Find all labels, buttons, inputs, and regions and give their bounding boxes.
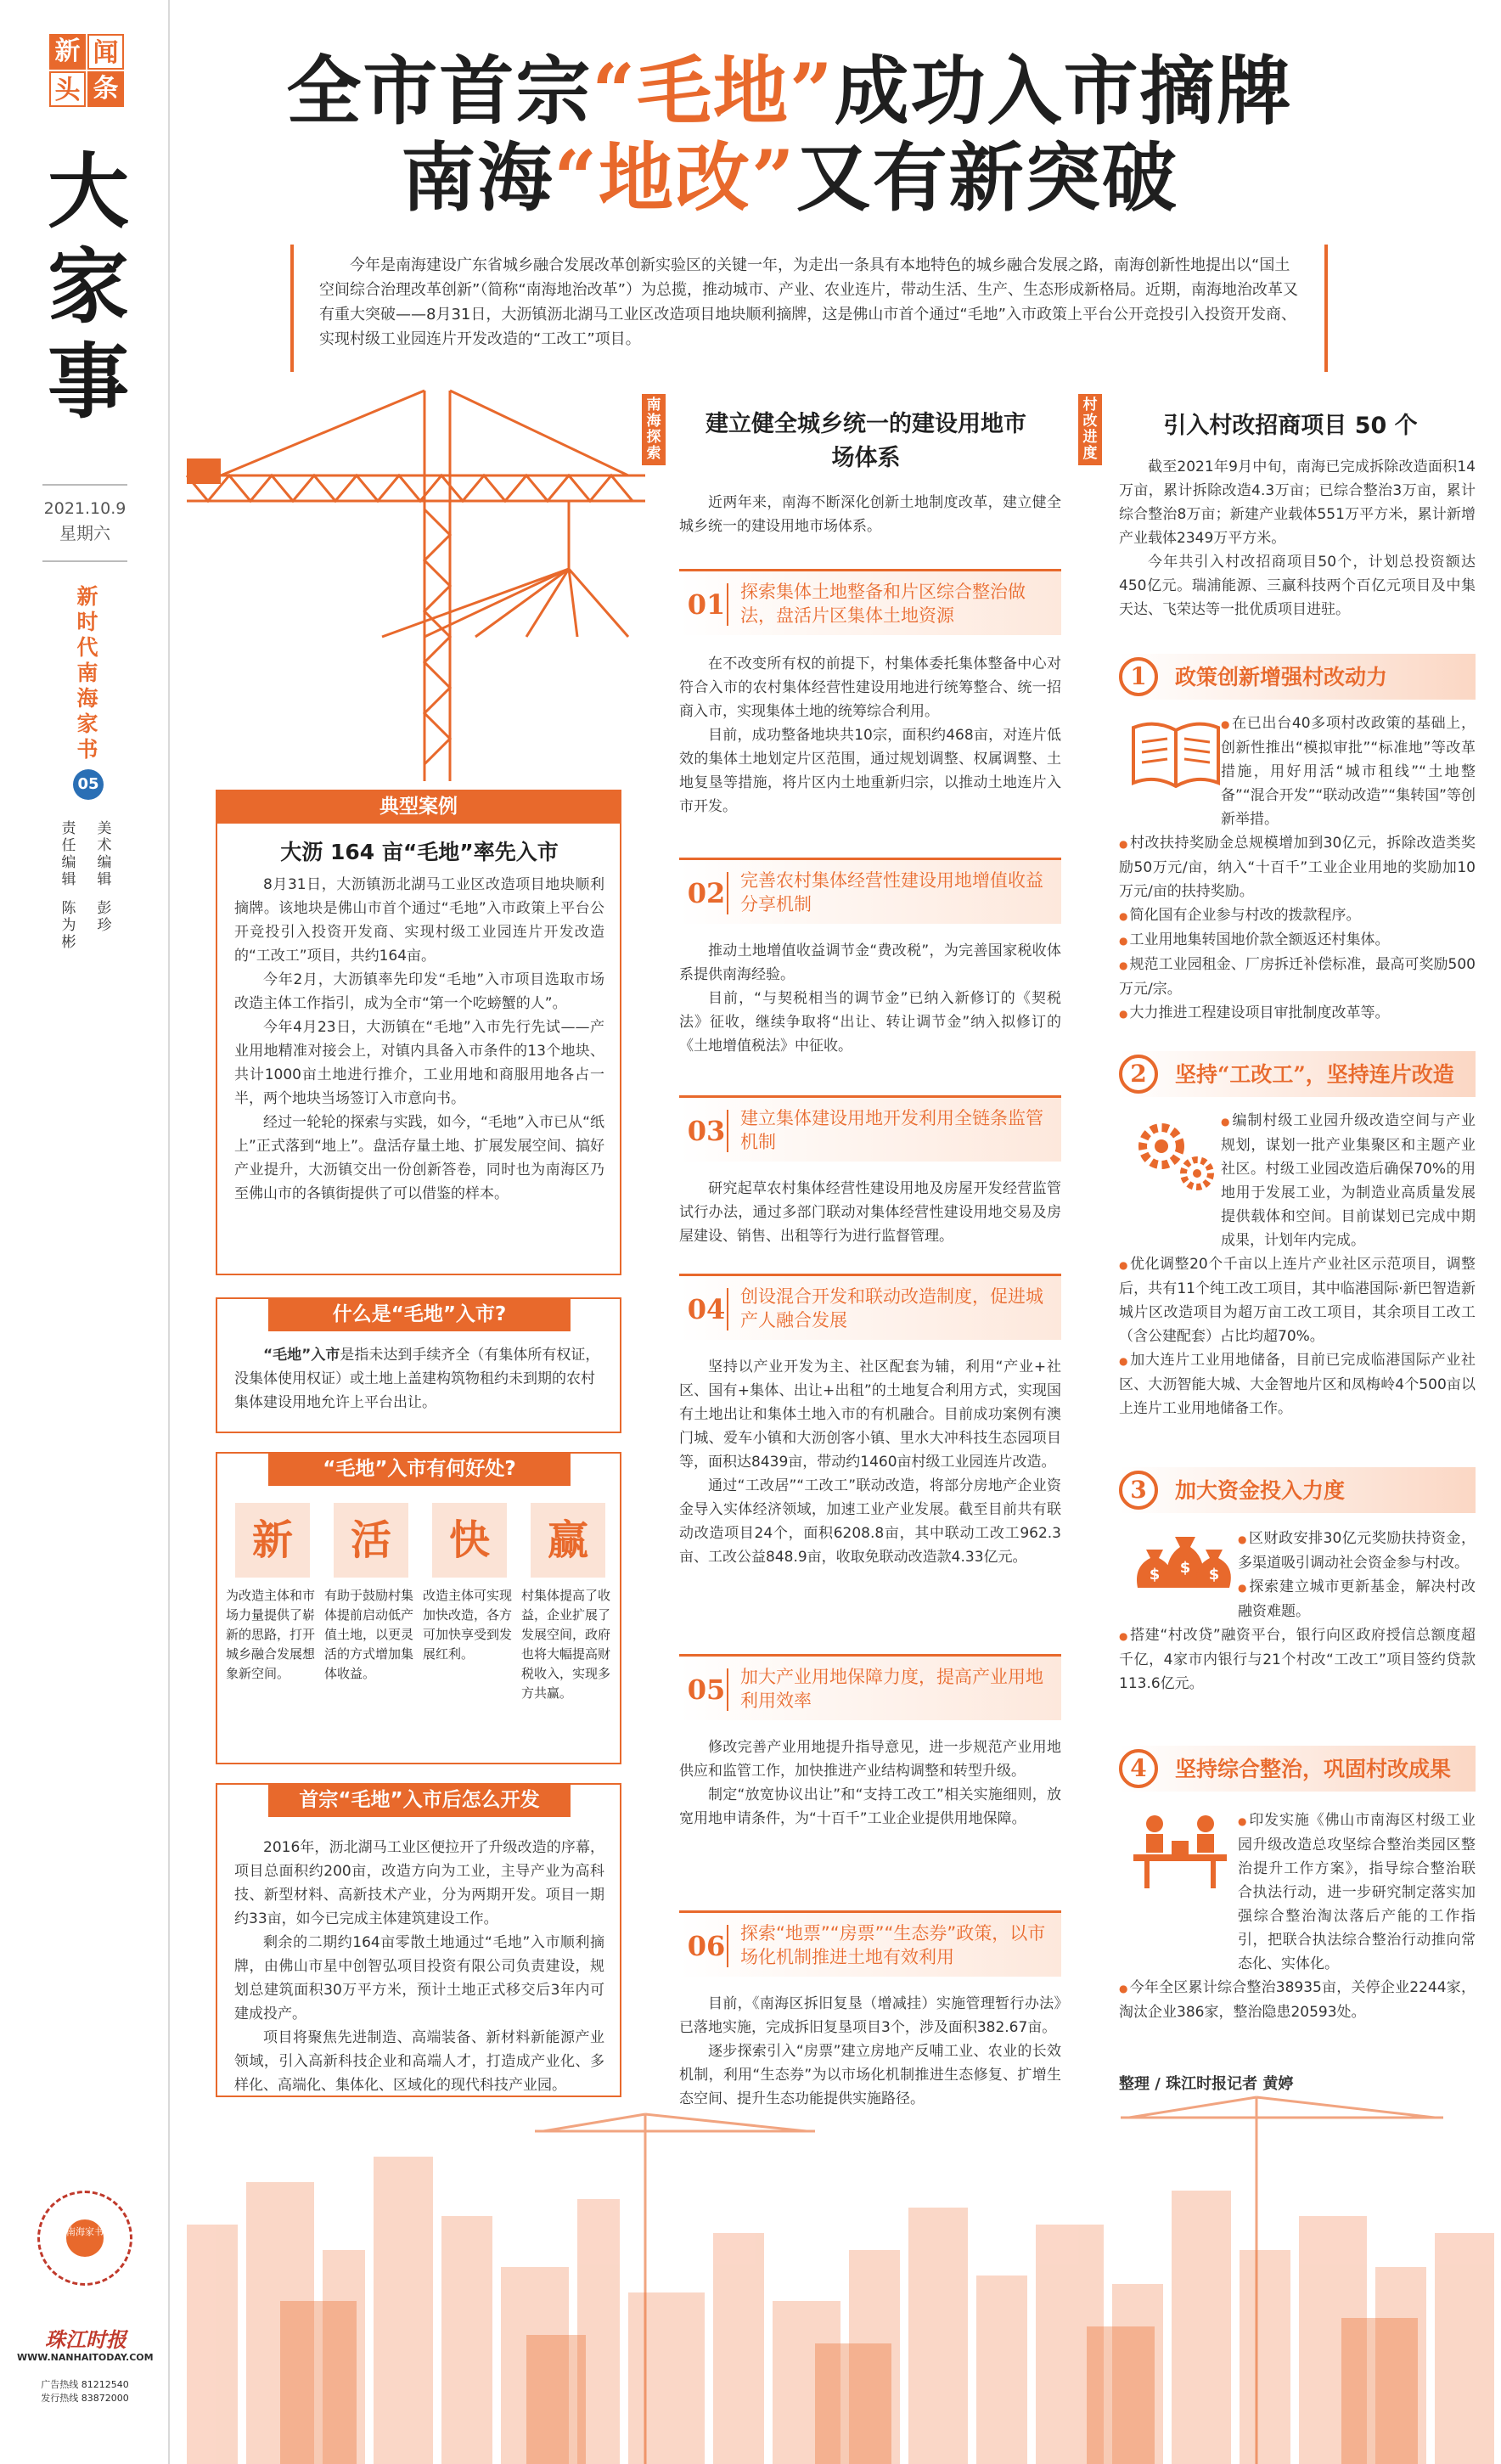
issue-date: 2021.10.9 (43, 499, 126, 518)
measure-item-04 (679, 1274, 1061, 1340)
measure-number: 04 (686, 1288, 728, 1330)
panel-tag: 典型案例 (216, 790, 621, 824)
panel-tag: 什么是“毛地”入市? (268, 1297, 571, 1331)
measure-title: 创设混合开发和联动改造制度，促进城产人融合发展 (740, 1286, 1043, 1330)
case-body (234, 873, 604, 1206)
case-paragraph: 8月31日，大沥镇沥北湖马工业区改造项目地块顺利摘牌。该地块是佛山市首个通过“毛地”入市政策上平台公开竞投引入投资开发商、实现村级工业园连片开发改造的“工改工”项目，共约164亩。 (234, 876, 604, 965)
after-body (234, 1836, 604, 2097)
logo-char: 条 (87, 71, 124, 107)
headline-text: 又有新突破 (795, 133, 1178, 222)
measure-title: 完善农村集体经营性建设用地增值收益分享机制 (740, 870, 1043, 914)
measure-paragraph: 在不改变所有权的前提下，村集体委托集体整备中心对符合入市的农村集体经营性建设用地进行统筹整合、统一招商入市，实现集体土地的统筹综合利用。 (679, 655, 1061, 720)
what-text: 是指未达到手续齐全（有集体所有权证，没集体使用权证）或土地上盖建构筑物租约未到期的农村集体建设用地允许上平台出让。 (234, 1347, 600, 1411)
measure-title: 探索集体土地整备和片区综合整治做法，盘活片区集体土地资源 (740, 582, 1026, 626)
measure-item-02 (679, 858, 1061, 924)
divider (42, 560, 127, 562)
measure-number: 01 (686, 583, 728, 626)
section-bullet: ● 区财政安排30亿元奖励扶持资金，多渠道吸引调动社会资金参与村改。 (1119, 1527, 1476, 1575)
headline-line2 (238, 119, 1341, 226)
section-bullet: ● 在已出台40多项村改政策的基础上，创新性推出“模拟审批”“标准地”等改革措施，用好用活“城市租线”“土地整备”“混合开发”“联动改造”“集转国”等创新举措。 (1119, 712, 1476, 831)
right-section-2-head (1119, 1051, 1476, 1097)
benefit-win (521, 1498, 615, 1703)
byline: 整理 / 珠江时报记者 黄婷 (1119, 2075, 1294, 2093)
masthead-column (0, 0, 170, 2464)
headline-text: 成功入市摘牌 (834, 47, 1293, 135)
svg-text:$: $ (1179, 1559, 1191, 1577)
what-panel (216, 1297, 621, 1433)
middle-column-tag: 南海探索 (642, 394, 666, 465)
logo-char: 新 (49, 34, 86, 70)
news-logo (49, 34, 126, 109)
section-title: 坚持“工改工”，坚持连片改造 (1175, 1062, 1454, 1087)
case-panel (216, 790, 621, 1275)
benefit-char: 活 (334, 1503, 408, 1578)
measure-paragraph: 逐步探索引入“房票”建立房地产反哺工业、农业的长效机制，利用“生态券”为以市场化机制推进生态修复、扩增生态空间、提升生态功能提供实施路径。 (679, 2043, 1061, 2107)
ad-hotline: 广告热线 81212540 (41, 2379, 129, 2390)
measure-paragraph: 坚持以产业开发为主、社区配套为辅，利用“产业+社区、国有+集体、出让+出租”的土地复合利用方式，实现国有土地出让和集体土地入市的有机融合。目前成功案例有澳门城、爱车小镇和大沥创客小镇、里水大冲科技生态园项目等，面积达8439亩，带动约1460亩村级工业园连片改造。 (679, 1359, 1061, 1471)
logo-char: 头 (49, 71, 86, 107)
section-bullet: ● 规范工业园租金、厂房拆迁补偿标准，最高可奖励500万元/宗。 (1119, 953, 1476, 1001)
section-bullet: ● 编制村级工业园升级改造空间与产业规划，谋划一批产业集聚区和主题产业社区。村级工业园改造后确保70%的用地用于发展工业，为制造业高质量发展提供载体和空间。目前谋划已完成中期成果，计划年内完成。 (1119, 1109, 1476, 1252)
credit-name: 陈为彬 (61, 900, 76, 951)
section-number: 2 (1119, 1055, 1158, 1094)
after-paragraph: 2016年，沥北湖马工业区便拉开了升级改造的序幕，项目总面积约200亩，改造方向为工业，主导产业为高科技、新型材料、高新技术产业，分为两期开发。项目一期约33亩，如今已完成主体建筑建设工作。 (234, 1839, 604, 1927)
issue-weekday: 星期六 (59, 523, 110, 543)
panel-tag: “毛地”入市有何好处? (268, 1452, 571, 1486)
right-section-1-body (1119, 712, 1476, 1026)
section-bullet: ● 工业用地集转国地价款全额返还村集体。 (1119, 928, 1476, 953)
measure-body (679, 1177, 1061, 1248)
after-paragraph: 项目将聚焦先进制造、高端装备、新材料新能源产业领域，引入高新科技企业和高端人才，打造成产业化、多样化、高端化、集体化、区域化的现代科技产业园。 (234, 2029, 604, 2094)
right-section-3-head (1119, 1467, 1476, 1513)
right-column-tag: 村改进度 (1078, 394, 1102, 465)
divider (42, 484, 127, 486)
measure-body (679, 652, 1061, 819)
measure-paragraph: 目前，成功整备地块共10宗，面积约468亩，对连片低效的集体土地划定片区范围，通过规划调整、权属调整、土地复垦等措施，将片区内土地重新归宗，以推动土地连片入市开发。 (679, 727, 1061, 815)
benefit-desc: 为改造主体和市场力量提供了崭新的思路，打开城乡融合发展想象新空间。 (226, 1588, 316, 1681)
section-name: 新时代南海家书 (76, 584, 98, 762)
logo-char: 闻 (87, 34, 124, 70)
svg-text:$: $ (1149, 1566, 1161, 1584)
measure-paragraph: 修改完善产业用地提升指导意见，进一步规范产业用地供应和监管工作，加快推进产业结构调整和转型升级。 (679, 1739, 1061, 1780)
measure-body (679, 939, 1061, 1058)
section-bullet: ● 简化国有企业参与村改的拨款程序。 (1119, 903, 1476, 928)
section-title: 加大资金投入力度 (1175, 1478, 1346, 1503)
measure-paragraph: 制定“放宽协议出让”和“支持工改工”相关实施细则，放宽用地申请条件，为“十百千”工业企业提供用地保障。 (679, 1786, 1061, 1827)
measure-paragraph: 目前，“与契税相当的调节金”已纳入新修订的《契税法》征收，继续争取将“出让、转让调节金”纳入拟修订的《土地增值税法》中征收。 (679, 990, 1061, 1055)
benefit-desc: 村集体提高了收益，企业扩展了发展空间，政府也将大幅提高财税收入，实现多方共赢。 (521, 1588, 611, 1701)
section-bullet: ● 村改扶持奖励金总规模增加到30亿元，拆除改造类奖励50万元/亩，纳入“十百千”工业企业用地的奖励加10万元/亩的扶持奖励。 (1119, 831, 1476, 903)
headline-text: 南海 (401, 133, 554, 222)
section-number: 1 (1119, 657, 1158, 696)
after-panel (216, 1783, 621, 2097)
case-paragraph: 今年4月23日，大沥镇在“毛地”入市先行先试——产业用地精准对接会上，对镇内具备入市条件的13个地块、共计1000亩土地进行推介，工业用地和商服用地各占一半，两个地块当场签订入市意向书。 (234, 1019, 604, 1107)
measure-paragraph: 通过“工改居”“工改工”联动改造，将部分房地产企业资金导入实体经济领域，加速工业产业发展。截至目前共有联动改造项目24个，面积6208.8亩，其中联动工改工962.3亩、工改公益848.9亩，收取免联动改造款4.33亿元。 (679, 1477, 1061, 1566)
middle-lead: 近两年来，南海不断深化创新土地制度改革，建立健全城乡统一的建设用地市场体系。 (679, 494, 1061, 535)
benefit-char: 快 (432, 1503, 507, 1578)
section-number: 3 (1119, 1471, 1158, 1510)
section-bullet: ● 优化调整20个千亩以上连片产业社区示范项目，调整后，共有11个纯工改工项目，其中临港国际·新巴智造新城片区改造项目为超万亩工改工项目，其余项目工改工（含公建配套）占比均超70%。 (1119, 1252, 1476, 1348)
page-number: 05 (73, 769, 104, 800)
right-section-1-head (1119, 654, 1476, 700)
benefits-panel (216, 1452, 621, 1764)
crane-illustration (170, 374, 662, 781)
measure-number: 05 (686, 1668, 728, 1711)
section-title: 坚持综合整治，巩固村改成果 (1175, 1757, 1452, 1781)
right-lead-paragraph: 今年共引入村改招商项目50个，计划总投资额达450亿元。瑞浦能源、三赢科技两个百亿元项目及中集天达、飞荣达等一批优质项目进驻。 (1119, 554, 1476, 618)
measure-number: 03 (686, 1110, 728, 1152)
section-bullet: ● 大力推进工程建设项目审批制度改革等。 (1119, 1001, 1476, 1026)
case-paragraph: 今年2月，大沥镇率先印发“毛地”入市项目选取市场改造主体工作指引，成为全市“第一个吃螃蟹的人”。 (234, 971, 604, 1012)
section-bullet: ● 加大连片工业用地储备，目前已完成临港国际产业社区、大沥智能大城、大金智地片区和凤梅岭4个500亩以上连片工业用地储备工作。 (1119, 1348, 1476, 1420)
measure-number: 02 (686, 872, 728, 914)
headline-highlight: “地改” (554, 133, 796, 222)
right-section-4-head (1119, 1746, 1476, 1792)
measure-paragraph: 研究起草农村集体经营性建设用地及房屋开发经营监管试行办法，通过多部门联动对集体经营性建设用地交易及房屋建设、销售、出租等行为进行监督管理。 (679, 1180, 1061, 1245)
intro-paragraph: 今年是南海建设广东省城乡融合发展改革创新实验区的关键一年，为走出一条具有本地特色的城乡融合发展之路，南海创新性地提出以“国土空间综合治理改革创新”（简称“南海地治改革”）为总揽，推动城市、产业、农业连片，带动生活、生产、生态形成新格局。近期，南海地治改革又有重大突破——8月31日，大沥镇沥北湖马工业区改造项目地块顺利摘牌，这是佛山市首个通过“毛地”入市政策上平台公开竞投引入投资开发商、实现村级工业园连片开发改造的“工改工”项目。 (290, 245, 1328, 372)
measure-paragraph: 推动土地增值收益调节金“费改税”，为完善国家税收体系提供南海经验。 (679, 942, 1061, 983)
case-title: 大沥 164 亩“毛地”率先入市 (280, 840, 559, 864)
benefit-char: 新 (235, 1503, 310, 1578)
section-bullet: ● 今年全区累计综合整治38935亩，关停企业2244家，淘汰企业386家，整治隐患20593处。 (1119, 1976, 1476, 2024)
benefit-fast (423, 1498, 516, 1664)
measure-item-01 (679, 569, 1061, 635)
benefit-desc: 有助于鼓励村集体提前启动低产值土地，以更灵活的方式增加集体收益。 (324, 1588, 414, 1681)
panel-tag: 首宗“毛地”入市后怎么开发 (268, 1783, 571, 1817)
right-lead (1119, 455, 1476, 622)
section-bullet: ● 搭建“村改贷”融资平台，银行向区政府授信总额度超千亿，4家市内银行与21个村改“工改工”项目签约贷款113.6亿元。 (1119, 1623, 1476, 1696)
what-term: “毛地”入市 (263, 1347, 340, 1364)
right-lead-paragraph: 截至2021年9月中旬，南海已完成拆除改造面积14万亩，累计拆除改造4.3万亩；已综合整治3万亩，累计综合整治8万亩；新建产业载体551万平方米，累计新增产业载体2349万平方米。 (1119, 458, 1476, 547)
measure-paragraph: 目前，《南海区拆旧复垦（增减挂）实施管理暂行办法》已落地实施，完成拆旧复垦项目3个，涉及面积382.67亩。 (679, 1995, 1061, 2036)
city-skyline-illustration (170, 2080, 1501, 2464)
benefit-active (324, 1498, 418, 1684)
measure-title: 建立集体建设用地开发利用全链条监管机制 (740, 1108, 1043, 1152)
what-body (234, 1343, 604, 1415)
credit-label: 美术编辑 (97, 820, 112, 888)
credit-label: 责任编辑 (61, 820, 76, 888)
measure-title: 加大产业用地保障力度，提高产业用地利用效率 (740, 1667, 1043, 1711)
right-section-2-body (1119, 1109, 1476, 1420)
right-column-title: 引入村改招商项目 50 个 (1163, 413, 1418, 439)
right-section-4-body (1119, 1809, 1476, 2024)
qr-label: 南海家书 (66, 2219, 104, 2257)
section-number: 4 (1119, 1749, 1158, 1788)
headline-highlight: “毛地” (592, 47, 835, 135)
issue-hotline: 发行热线 83872000 (41, 2393, 129, 2404)
case-paragraph: 经过一轮轮的探索与实践，如今，“毛地”入市已从“纸上”正式落到“地上”。盘活存量土地、扩展发展空间、搞好产业提升，大沥镇交出一份创新答卷，同时也为南海区乃至佛山市的各镇街提供了可以借鉴的样本。 (234, 1114, 604, 1202)
measure-item-03 (679, 1095, 1061, 1162)
section-bullet: ● 印发实施《佛山市南海区村级工业园升级改造总攻坚综合整治类园区整治提升工作方案》，指导综合整治联合执法行动，进一步研究制定落实加强综合整治淘汰落后产能的工作指引，把联合执法综合整治行动推向常态化、实体化。 (1119, 1809, 1476, 1976)
paper-name: 珠江时报 (45, 2328, 126, 2352)
measure-body (679, 1735, 1061, 1831)
paper-url[interactable]: WWW.NANHAITODAY.COM (17, 2352, 154, 2363)
measure-body (679, 1355, 1061, 1569)
section-title: 政策创新增强村改动力 (1175, 665, 1388, 689)
middle-column-title: 建立健全城乡统一的建设用地市场体系 (706, 411, 1026, 471)
benefit-char: 赢 (531, 1503, 605, 1578)
column-name: 大家事 (48, 143, 129, 430)
right-section-3-body (1119, 1527, 1476, 1696)
section-bullet: ● 探索建立城市更新基金，解决村改融资难题。 (1119, 1575, 1476, 1623)
measure-item-05 (679, 1654, 1061, 1720)
measure-number: 06 (686, 1925, 728, 1967)
measure-item-06 (679, 1910, 1061, 1977)
benefit-desc: 改造主体可实现加快改造，各方可加快享受到发展红利。 (423, 1588, 513, 1662)
measure-title: 探索“地票”“房票”“生态券”政策，以市场化机制推进土地有效利用 (740, 1923, 1046, 1967)
headline-text: 全市首宗 (286, 47, 593, 135)
credit-name: 彭珍 (97, 900, 112, 934)
benefit-new (226, 1498, 319, 1684)
svg-text:$: $ (1208, 1566, 1220, 1584)
after-paragraph: 剩余的二期约164亩零散土地通过“毛地”入市顺利摘牌，由佛山市星中创智弘项目投资有限公司负责建设，规划总建筑面积30万平方米，预计土地正式移交后3年内可建成投产。 (234, 1934, 604, 2022)
